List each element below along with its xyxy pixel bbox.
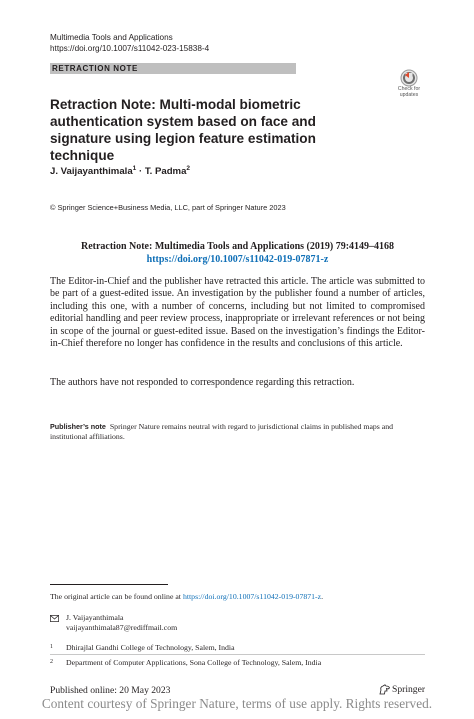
contact-name: J. Vaijayanthimala [66,613,124,622]
retraction-reference [50,240,425,266]
check-for-updates-label[interactable]: Check for updates [397,86,421,98]
original-article-prefix: The original article can be found online at [50,592,183,601]
reference-citation: Retraction Note: Multimedia Tools and Applications (2019) 79:4149–4168 [80,241,395,252]
affiliation-text: Department of Computer Applications, Sona College of Technology, Salem, India [66,658,322,667]
publishers-note-label: Publisher’s note [50,422,106,431]
affiliation-marker: 2 [186,165,191,172]
retraction-paragraph: The Editor-in-Chief and the publisher have retracted this article. The article was submitted to be part of a guest-edited issue. An investigation by the publisher found a number of articles, including this one, with a number of concerns, including but not limited to compromised editorial handling and peer review process, inappropriate or irrelevant references or not being in scope of the journal or guest-edited issue. Based on the investigation’s findings the Editor-in-Chief therefore no longer has confidence in the results and conclusions of this article. [50,276,425,350]
author-response-paragraph: The authors have not responded to correspondence regarding this retraction. [50,377,355,388]
author-name[interactable]: J. Vaijayanthimala [50,166,133,178]
journal-name: Multimedia Tools and Applications [50,33,173,42]
springer-horse-icon [378,684,391,695]
original-article-link[interactable]: https://doi.org/10.1007/s11042-019-07871-z [182,592,322,601]
envelope-icon [50,615,59,622]
affiliation-divider [50,654,425,655]
footnote-divider [50,584,168,585]
article-type-label: RETRACTION NOTE [52,64,138,73]
publishers-note-text: Springer Nature remains neutral with regard to jurisdictional claims in published maps and institutional affiliations. [50,422,394,441]
courtesy-watermark: Content courtesy of Springer Nature, terms of use apply. Rights reserved. [41,696,433,711]
author-list [50,165,190,177]
affiliation-marker: 1 [132,165,137,172]
reference-link[interactable]: https://doi.org/10.1007/s11042-019-07871-z [146,254,329,265]
author-name[interactable]: T. Padma [144,166,187,178]
original-article-note [50,592,323,601]
journal-header [50,33,209,54]
corresponding-author [66,613,177,633]
contact-email[interactable]: vaijayanthimala87@rediffmail.com [66,623,178,632]
affiliation-number: 1 [50,644,53,650]
published-date: Published online: 20 May 2023 [50,685,171,696]
affiliation-text: Dhirajlal Gandhi College of Technology, Salem, India [66,643,235,652]
copyright-line: © Springer Science+Business Media, LLC, part of Springer Nature 2023 [50,203,286,212]
article-doi[interactable]: https://doi.org/10.1007/s11042-023-15838-4 [50,43,210,53]
article-type-bar [50,63,296,74]
original-article-suffix: . [321,592,324,601]
article-title: Retraction Note: Multi-modal biometric authentication system based on face and signature using legion feature estimation technique [50,97,316,163]
affiliation-number: 2 [50,659,53,665]
publishers-note [50,422,425,442]
author-separator: · [136,166,145,178]
publisher-name: Springer [392,684,426,695]
